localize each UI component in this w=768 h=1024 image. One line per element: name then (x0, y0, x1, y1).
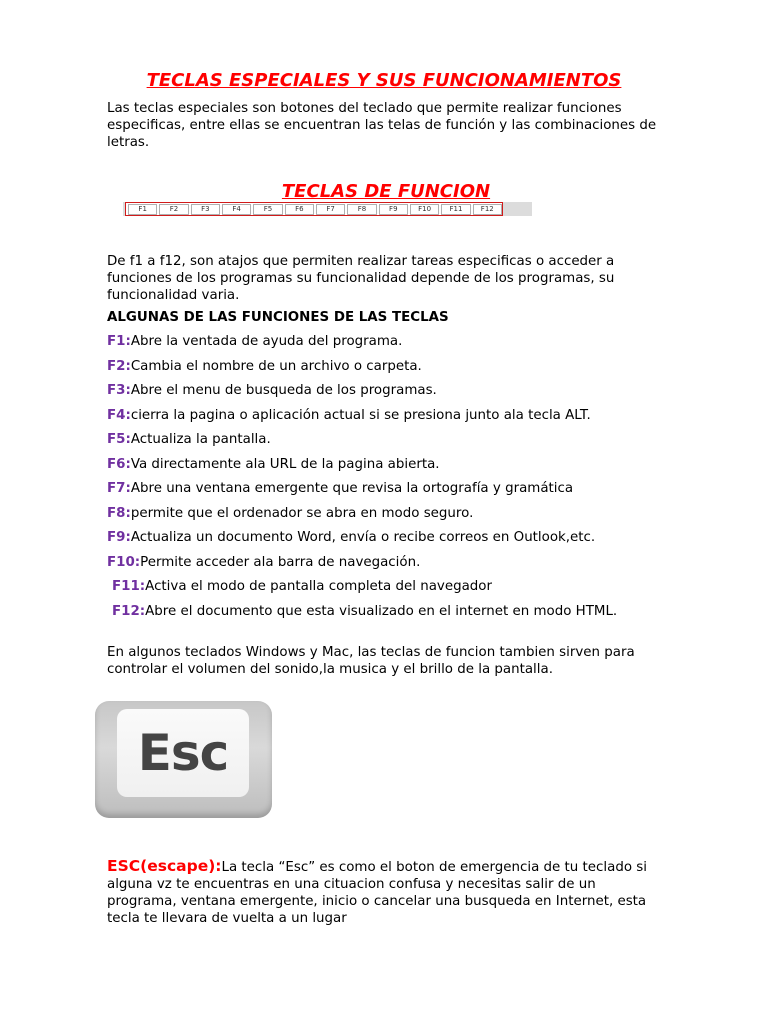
fkey-f4: F4 (222, 204, 251, 215)
function-item-f4 (107, 407, 667, 424)
esc-key-face: Esc (117, 709, 249, 797)
function-description: Actualiza un documento Word, envía o recibe correos en Outlook,etc. (130, 530, 596, 545)
fkey-f5: F5 (253, 204, 282, 215)
media-keys-note: En algunos teclados Windows y Mac, las teclas de funcion tambien sirven para controlar el volumen del sonido,la musica y el brillo de la pantalla. (107, 645, 635, 677)
function-description: Cambia el nombre de un archivo o carpeta. (130, 359, 422, 374)
function-item-f7 (107, 480, 667, 497)
function-key-label: F7: (107, 481, 131, 496)
fkey-f7: F7 (316, 204, 345, 215)
function-key-label: F10: (107, 555, 141, 570)
esc-paragraph (107, 858, 652, 927)
function-description: Permite acceder ala barra de navegación. (140, 555, 421, 570)
fkey-f2: F2 (159, 204, 188, 215)
function-key-label: F3: (107, 383, 131, 398)
function-item-f10 (107, 554, 667, 571)
function-keys-row (125, 202, 503, 216)
fkey-f6: F6 (285, 204, 314, 215)
fkey-f10: F10 (410, 204, 439, 215)
section-title-function-keys: TECLAS DE FUNCION (281, 181, 491, 202)
function-item-f2 (107, 358, 667, 375)
function-item-f9 (107, 529, 667, 546)
function-key-label: F4: (107, 408, 131, 423)
function-description: Abre el menu de busqueda de los programas. (130, 383, 437, 398)
function-description: Abre la ventada de ayuda del programa. (130, 334, 403, 349)
function-keys-image (123, 202, 532, 216)
esc-description: La tecla “Esc” es como el boton de emergencia de tu teclado si alguna vz te encuentras en una cituacion confusa y necesitas salir de un programa, ventana emergente, inicio o cancelar una busqueda en Internet, esta tecla te llevara de vuelta a un lugar (107, 860, 647, 926)
function-description: permite que el ordenador se abra en modo seguro. (130, 506, 474, 521)
fkey-f3: F3 (191, 204, 220, 215)
function-item-f3 (107, 382, 667, 399)
esc-heading: ESC(escape): (107, 857, 222, 875)
function-description: Abre el documento que esta visualizado en el internet en modo HTML. (145, 604, 618, 619)
function-item-f1 (107, 333, 667, 350)
function-key-label: F1: (107, 334, 131, 349)
function-description: Actualiza la pantalla. (130, 432, 271, 447)
function-description: cierra la pagina o aplicación actual si se presiona junto ala tecla ALT. (130, 408, 591, 423)
esc-key-image (95, 701, 272, 818)
function-description: Activa el modo de pantalla completa del navegador (145, 579, 492, 594)
fkey-f11: F11 (441, 204, 470, 215)
function-key-label: F9: (107, 530, 131, 545)
function-key-label: F2: (107, 359, 131, 374)
function-key-label: F11: (112, 579, 146, 594)
function-key-label: F12: (112, 604, 146, 619)
function-item-f5 (107, 431, 667, 448)
intro-paragraph: Las teclas especiales son botones del teclado que permite realizar funciones especificas, entre ellas se encuentran las telas de función y las combinaciones de letras. (107, 101, 657, 150)
function-description: Abre una ventana emergente que revisa la ortografía y gramática (130, 481, 574, 496)
function-key-label: F8: (107, 506, 131, 521)
function-key-label: F6: (107, 457, 131, 472)
function-item-f8 (107, 505, 667, 522)
fkeys-description: De f1 a f12, son atajos que permiten realizar tareas especificas o acceder a funciones de los programas su funcionalidad depende de los programas, su funcionalidad varia. (107, 254, 615, 303)
functions-heading: ALGUNAS DE LAS FUNCIONES DE LAS TECLAS (107, 310, 449, 325)
function-key-label: F5: (107, 432, 131, 447)
function-item-f11 (107, 578, 667, 595)
function-item-f12 (107, 603, 637, 620)
page-title: TECLAS ESPECIALES Y SUS FUNCIONAMIENTOS (146, 70, 622, 91)
function-description: Va directamente ala URL de la pagina abierta. (130, 457, 440, 472)
fkey-f1: F1 (128, 204, 157, 215)
function-item-f6 (107, 456, 667, 473)
fkey-f9: F9 (379, 204, 408, 215)
fkey-f8: F8 (347, 204, 376, 215)
fkey-f12: F12 (473, 204, 502, 215)
